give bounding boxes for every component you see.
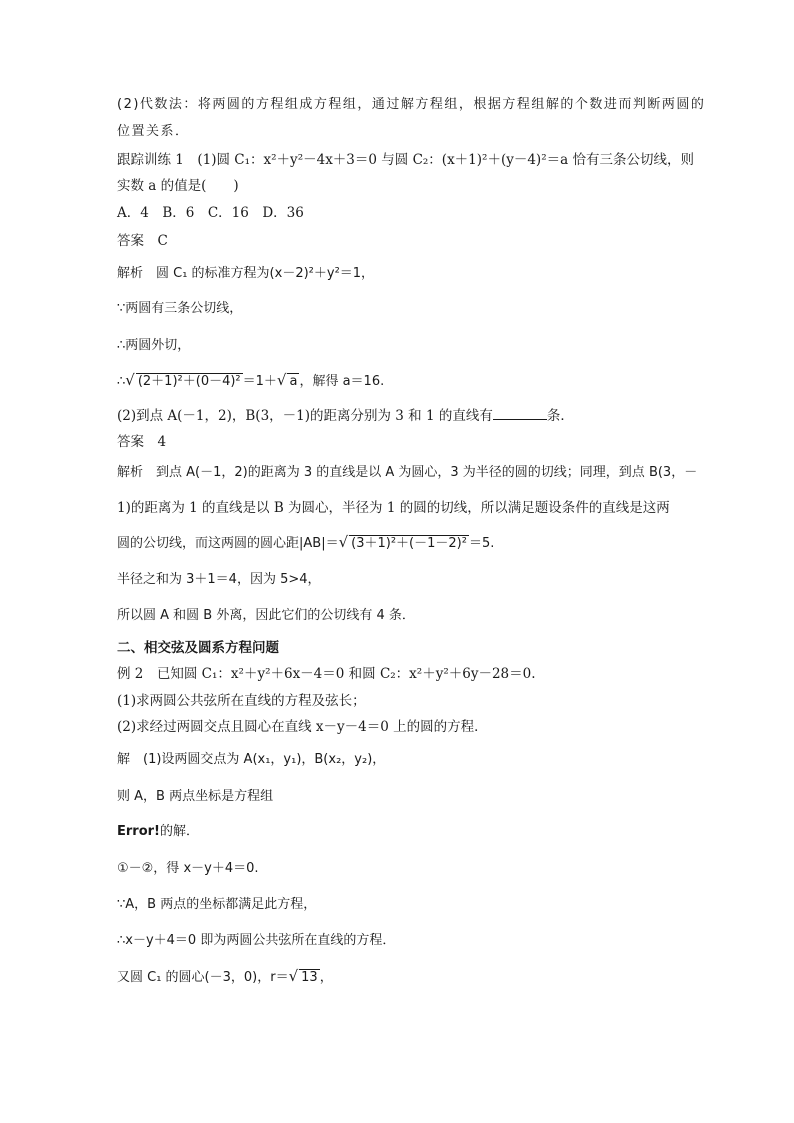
example2-solution-line7 bbox=[117, 966, 333, 988]
drill2-solution-line3 bbox=[117, 532, 494, 554]
drill1-solution-line1: 解析 圆 C₁ 的标准方程为(x－2)²＋y²＝1， bbox=[117, 266, 375, 281]
drill2-solution-line1: 解析 到点 A(－1，2)的距离为 3 的直线是以 A 为圆心，3 为半径的圆的切线；同理，到点 B(3，－ bbox=[117, 465, 698, 480]
sqrt-radicand-3: (3＋1)²＋(－1－2)² bbox=[351, 536, 467, 551]
sqrt-radicand-2: a bbox=[289, 374, 298, 389]
equation-middle: ＝1＋ bbox=[242, 374, 277, 389]
center-radius-text: 又圆 C₁ 的圆心(－3，0)，r＝ bbox=[117, 970, 289, 985]
example2-part1: (1)求两圆公共弦所在直线的方程及弦长； bbox=[117, 693, 366, 709]
drill1-options: A．4 B．6 C．16 D．36 bbox=[117, 205, 304, 221]
sqrt-radicand: (2＋1)²＋(0－4)² bbox=[137, 374, 241, 389]
drill2-solution-line5: 所以圆 A 和圆 B 外离，因此它们的公切线有 4 条． bbox=[117, 608, 415, 623]
therefore-symbol: ∴ bbox=[117, 374, 126, 389]
comma: ， bbox=[319, 970, 333, 985]
example2-solution-line1: 解 (1)设两圆交点为 A(x₁，y₁)，B(x₂，y₂)， bbox=[117, 752, 386, 767]
drill2-question-end: 条． bbox=[546, 408, 574, 424]
drill2-answer: 答案 4 bbox=[117, 434, 167, 450]
method2-text-line2: 位置关系． bbox=[117, 124, 190, 139]
drill2-question-text: (2)到点 A(－1，2)，B(3，－1)的距离分别为 3 和 1 的直线有 bbox=[117, 408, 493, 424]
drill1-question-line2: 实数 a 的值是( ) bbox=[117, 178, 239, 194]
example2-part2: (2)求经过两圆交点且圆心在直线 x－y－4＝0 上的圆的方程． bbox=[117, 719, 488, 735]
example2-solution-line4: ①－②，得 x－y＋4＝0. bbox=[117, 861, 259, 876]
drill2-solution-line2: 1)的距离为 1 的直线是以 B 为圆心，半径为 1 的圆的切线，所以满足题设条件的直线是这两 bbox=[117, 500, 670, 516]
drill1-solution-line4 bbox=[117, 370, 384, 392]
sqrt-sign-4: √ bbox=[288, 967, 299, 985]
example2-solution-line3 bbox=[117, 822, 199, 842]
drill1-solution-line3: ∴两圆外切， bbox=[117, 338, 191, 353]
sqrt-radicand-4: 13 bbox=[301, 970, 318, 985]
method2-text-line1: (2)代数法：将两圆的方程组成方程组，通过解方程组，根据方程组解的个数进而判断两圆的 bbox=[117, 97, 706, 112]
example2-solution-line2: 则 A，B 两点坐标是方程组 bbox=[117, 789, 274, 804]
drill1-answer: 答案 C bbox=[117, 233, 168, 249]
equation-result: ，解得 a＝16. bbox=[299, 374, 385, 389]
section-title: 二、相交弦及圆系方程问题 bbox=[117, 640, 279, 656]
drill1-solution-line2: ∵两圆有三条公切线， bbox=[117, 301, 243, 316]
drill1-question-line1: 跟踪训练 1 (1)圆 C₁：x²＋y²－4x＋3＝0 与圆 C₂：(x＋1)²＋(y－4)²＝a 恰有三条公切线，则 bbox=[117, 152, 694, 168]
example2-question: 例 2 已知圆 C₁：x²＋y²＋6x－4＝0 和圆 C₂：x²＋y²＋6y－28＝0. bbox=[117, 666, 536, 682]
sqrt-sign: √ bbox=[125, 371, 135, 389]
answer-blank bbox=[493, 405, 547, 420]
solution-of-text: 的解． bbox=[159, 824, 199, 839]
sqrt-sign-3: √ bbox=[338, 533, 349, 551]
example2-solution-line6: ∴x－y＋4＝0 即为两圆公共弦所在直线的方程． bbox=[117, 933, 396, 948]
error-field-code: Error! bbox=[117, 824, 160, 839]
distance-result: ＝5. bbox=[468, 536, 495, 551]
drill2-question bbox=[117, 405, 574, 426]
distance-text: 圆的公切线，而这两圆的圆心距|AB|＝ bbox=[117, 536, 339, 551]
drill2-solution-line4: 半径之和为 3＋1＝4，因为 5>4， bbox=[117, 572, 321, 587]
example2-solution-line5: ∵A，B 两点的坐标都满足此方程， bbox=[117, 897, 317, 912]
sqrt-sign-2: √ bbox=[276, 371, 287, 389]
